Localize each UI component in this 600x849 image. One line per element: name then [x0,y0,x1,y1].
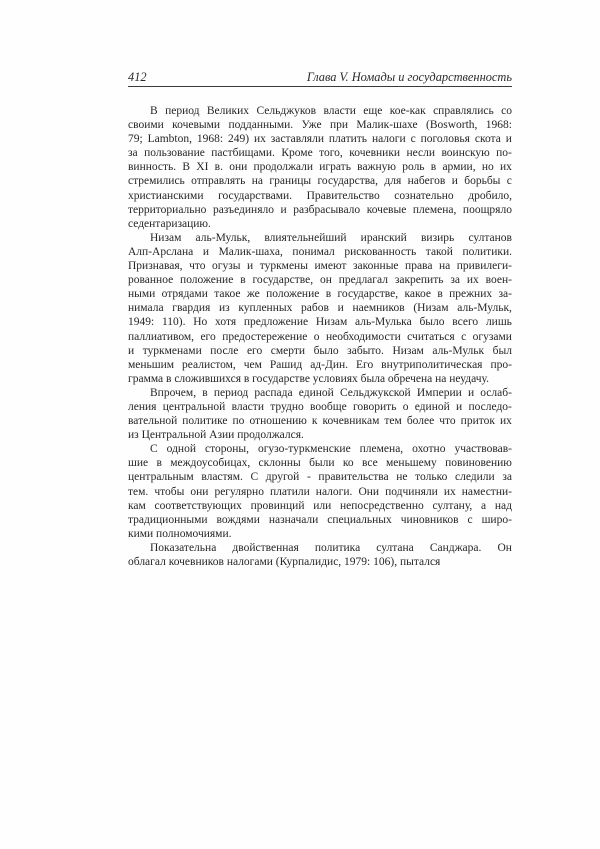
text-line: тем. чтобы они регулярно платили налоги. Они подчиняли их наместни- [128,485,512,498]
text-line: стремились отправлять на границы государства, для набегов и борьбы с [128,175,512,188]
paragraph [128,386,512,442]
page-number: 412 [128,70,147,84]
chapter-title: Глава V. Номады и государственность [306,70,512,84]
text-line: кам соответствующих провинций или непосредственно султану, а над [128,499,512,512]
text-line: Показательна двойственная политика султана Санджара. Он [150,541,512,554]
running-header [128,70,512,87]
text-line: Признавая, что огузы и туркмены имеют законные права на привилеги- [128,260,512,273]
text-line: Низам аль-Мульк, влиятельнейший иранский визирь султанов [150,231,512,244]
text-line: рованное положение в государстве, он предлагал закрепить за их воен- [128,274,512,287]
text-line: и туркменами после его смерти было забыто. Низам аль-Мульк был [128,344,512,357]
text-line: 79; Lambton, 1968: 249) их заставляли платить налоги с поголовья скота и [128,133,512,146]
text-line: меньшим реалистом, чем Рашид ад-Дин. Его внутриполитическая про- [128,358,512,371]
text-line: седентаризацию. [128,217,211,230]
text-line: ными отрядами такое же положение в государстве, какое в прежних за- [128,288,512,301]
text-line: своими кочевыми подданными. Уже при Малик-шахе (Bosworth, 1968: [128,119,512,132]
paragraph [128,104,512,231]
text-line: христианскими государствами. Правительство сознательно дробило, [128,189,512,202]
text-line: ления центральной власти трудно вообще говорить о единой и последо- [128,400,512,413]
text-line: Впрочем, в период распада единой Сельджукской Империи и ослаб- [150,386,512,399]
text-line: С одной стороны, огузо-туркменские племена, охотно участвовав- [150,443,512,456]
text-line: кими полномочиями. [128,527,232,540]
text-line: территориально разъединяло и разбрасывало кочевые племена, поощряло [128,203,512,216]
text-line: В период Великих Сельджуков власти еще кое-как справлялись со [150,105,512,117]
text-line: 1949: 110). Но хотя предложение Низам аль-Мулька было всего лишь [128,316,512,329]
text-line: шие в междоусобицах, склонны были ко все меньшему повиновению [128,457,512,470]
text-line: традиционными вождями назначали специальных чиновников с широ- [128,513,512,526]
text-line: паллиативом, его предостережение о необходимости считаться с огузами [128,330,512,343]
text-line: грамма в сложившихся в государстве условиях была обречена на неудачу. [128,372,490,385]
text-line: Алп-Арслана и Малик-шаха, понимал рискованность такой политики. [128,245,512,258]
text-line: винность. В XI в. они продолжали играть важную роль в армии, но их [128,161,512,174]
paragraph [128,231,512,386]
page-body [128,104,512,569]
paragraph [128,541,512,569]
text-line: облагал кочевников налогами (Курпалидис, 1979: 106), пытался [128,556,441,568]
text-line: из Центральной Азии продолжался. [128,429,304,442]
text-line: нимала гвардия из купленных рабов и наемников (Низам аль-Мульк, [128,302,512,315]
paragraph [128,442,512,541]
text-line: вательной политике по отношению к кочевникам тем более что приток их [128,415,512,428]
text-line: центральным властям. С другой - правительства не только следили за [128,471,512,484]
page-content [128,70,512,569]
text-line: за пользование пастбищами. Кроме того, кочевники несли воинскую по- [128,147,512,160]
